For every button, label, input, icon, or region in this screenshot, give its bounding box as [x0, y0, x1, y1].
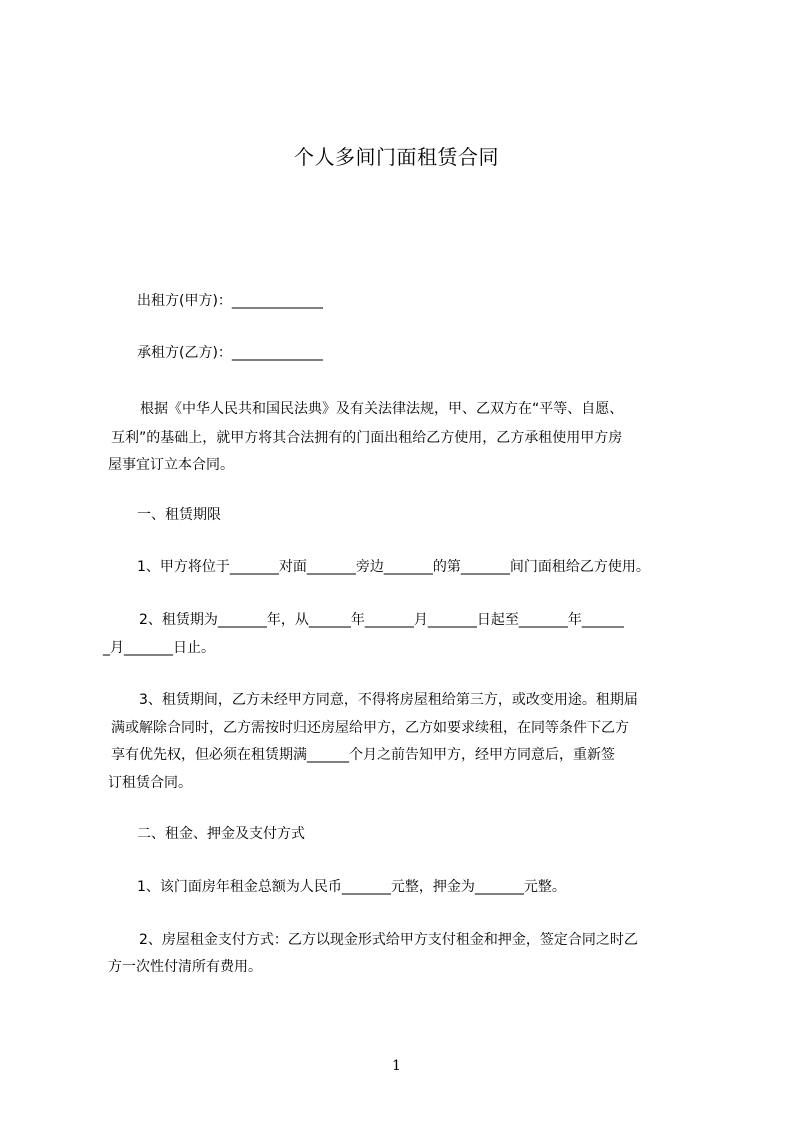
clause-1-3-line-3: 享有优先权，但必须在租赁期满______个月之前告知甲方，经甲方同意后，重新签	[111, 747, 615, 763]
clause-1-3-line-4: 订租赁合同。	[108, 775, 192, 791]
lessor-line: 出租方(甲方)：_____________	[137, 293, 323, 309]
lessee-line: 承租方(乙方)：_____________	[137, 345, 323, 361]
section-2-heading: 二、租金、押金及支付方式	[137, 826, 305, 842]
preamble-line-1: 根据《中华人民共和国民法典》及有关法律法规，甲、乙双方在“平等、自愿、	[140, 401, 624, 417]
clause-1-1: 1、甲方将位于_______对面_______旁边_______的第_______间门面租给乙方使用。	[137, 559, 650, 575]
clause-2-2-line-2: 方一次性付清所有费用。	[108, 959, 262, 975]
clause-1-3-line-2: 满或解除合同时，乙方需按时归还房屋给甲方，乙方如要求续租，在同等条件下乙方	[111, 720, 629, 736]
clause-1-2-line-2: _月_______日止。	[103, 640, 215, 656]
clause-2-2-line-1: 2、房屋租金支付方式：乙方以现金形式给甲方支付租金和押金，签定合同之时乙	[139, 932, 638, 948]
section-1-heading: 一、租赁期限	[137, 507, 221, 523]
preamble-line-2: 互利”的基础上，就甲方将其合法拥有的门面出租给乙方使用，乙方承租使用甲方房	[111, 430, 623, 446]
document-title: 个人多间门面租赁合同	[294, 145, 499, 169]
preamble-line-3: 屋事宜订立本合同。	[108, 457, 234, 473]
page-number: 1	[392, 1058, 401, 1074]
clause-1-2-line-1: 2、租赁期为_______年，从______年_______月_______日起至_______年______	[139, 612, 624, 628]
clause-2-1: 1、该门面房年租金总额为人民币_______元整，押金为_______元整。	[137, 879, 566, 895]
clause-1-3-line-1: 3、租赁期间，乙方未经甲方同意，不得将房屋租给第三方，或改变用途。租期届	[139, 692, 638, 708]
